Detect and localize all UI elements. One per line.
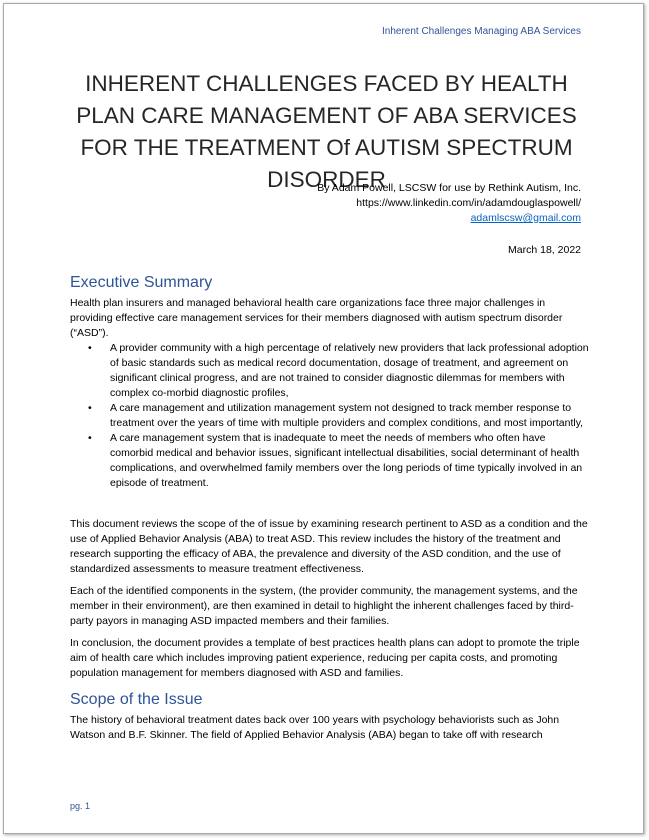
author-byline: By Adam Powell, LSCSW for use by Rethink Autism, Inc. (317, 182, 581, 194)
list-item-text: A provider community with a high percentage of relatively new providers that lack professional adoption of basic standards such as medical record documentation, dosage of treatment, and agreement on significant clinical progress, and are not trained to consider diagnostic dilemmas for members with complex co-morbid diagnostic profiles, (110, 342, 589, 399)
list-item-text: A care management and utilization management system not designed to track member response to treatment over the years of time with multiple providers and complex conditions, and most importantly, (110, 402, 584, 429)
list-item-text: A care management system that is inadequate to meet the needs of members who often have comorbid medical and behavior issues, significant intellectual disabilities, social determinant of health complications, and overwhelmed family members over the long periods of time typically involved in an episode of treatment. (110, 432, 583, 489)
executive-summary-heading: Executive Summary (70, 274, 213, 291)
summary-paragraph: This document reviews the scope of the of issue by examining research pertinent to ASD as a condition and the use of Applied Behavior Analysis (ABA) to treat ASD. This review includes the history of the treatment and research supporting the efficacy of ABA, the prevalence and diversity of the ASD condition, and the use of standardized assessments to measure treatment effectiveness. (70, 518, 588, 575)
executive-summary-intro: Health plan insurers and managed behavioral health care organizations face three major challenges in providing effective care management services for their members diagnosed with autism spectrum disorder (“ASD”). (70, 297, 563, 339)
list-item (70, 341, 590, 401)
body-content (70, 272, 590, 743)
email-link[interactable]: adamlscsw@gmail.com (470, 212, 581, 224)
challenge-list (70, 341, 590, 491)
bullet-icon: • (88, 402, 92, 414)
bullet-icon: • (88, 432, 92, 444)
author-block (317, 181, 581, 226)
document-title: INHERENT CHALLENGES FACED BY HEALTH PLAN CARE MANAGEMENT OF ABA SERVICES FOR THE TREATMENT Of AUTISM SPECTRUM DISORDER (76, 71, 577, 192)
page-number: pg. 1 (70, 801, 91, 811)
scope-paragraph: The history of behavioral treatment dates back over 100 years with psychology behaviorists such as John Watson and B.F. Skinner. The field of Applied Behavior Analysis (ABA) began to take off with research (70, 714, 560, 741)
summary-paragraph: Each of the identified components in the system, (the provider community, the management systems, and the member in their environment), are then examined in detail to highlight the inherent challenges faced by third-party payors in managing ASD impacted members and their families. (70, 585, 578, 627)
summary-paragraph: In conclusion, the document provides a template of best practices health plans can adopt to promote the triple aim of health care which includes improving patient experience, reducing per capita costs, and promoting population management for members diagnosed with ASD and families. (70, 637, 580, 679)
list-item (70, 401, 590, 431)
running-header: Inherent Challenges Managing ABA Services (381, 26, 581, 37)
document-page (3, 3, 644, 834)
list-item (70, 431, 590, 491)
scope-heading: Scope of the Issue (70, 691, 203, 708)
linkedin-url: https://www.linkedin.com/in/adamdouglaspowell/ (356, 197, 581, 209)
document-date: March 18, 2022 (508, 244, 581, 256)
bullet-icon: • (88, 342, 92, 354)
